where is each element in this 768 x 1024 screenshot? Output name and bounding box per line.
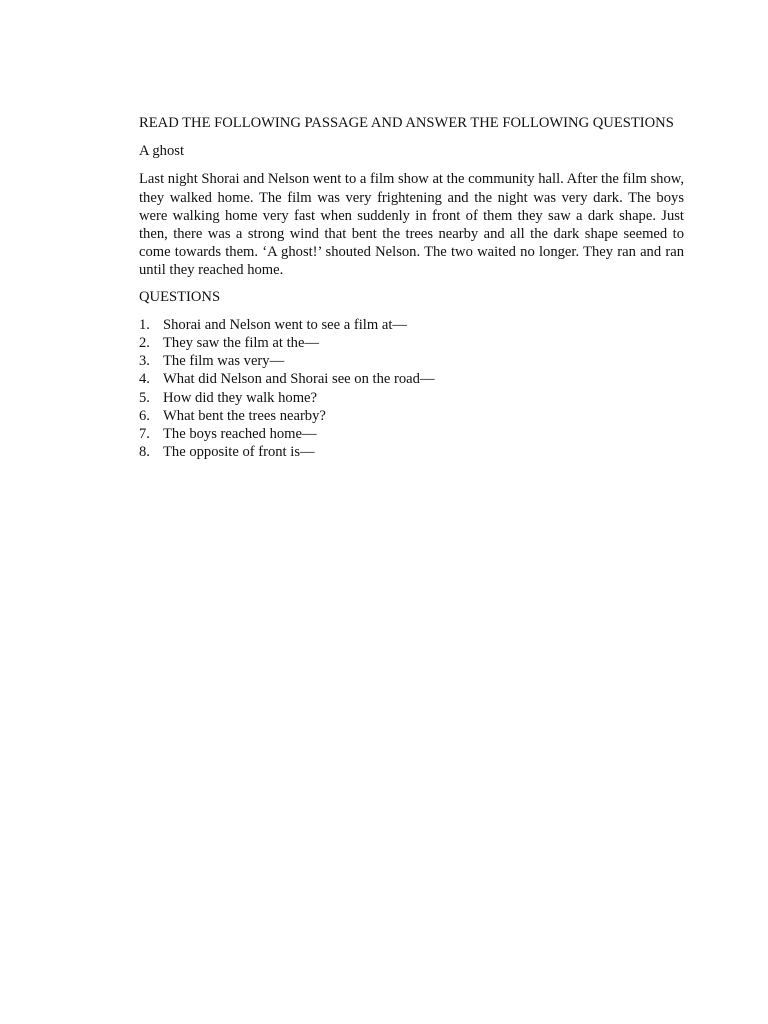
question-text: What bent the trees nearby? bbox=[163, 407, 326, 424]
question-text: Shorai and Nelson went to see a film at— bbox=[163, 316, 407, 333]
question-text: What did Nelson and Shorai see on the road— bbox=[163, 371, 435, 388]
question-item bbox=[139, 425, 684, 443]
question-number: 4. bbox=[139, 371, 150, 388]
question-number: 1. bbox=[139, 316, 150, 333]
question-number: 8. bbox=[139, 444, 150, 461]
question-number: 3. bbox=[139, 353, 150, 370]
question-item bbox=[139, 316, 684, 334]
question-item bbox=[139, 352, 684, 370]
question-text: The film was very— bbox=[163, 353, 285, 370]
document-page bbox=[139, 114, 684, 461]
document-heading: READ THE FOLLOWING PASSAGE AND ANSWER THE FOLLOWING QUESTIONS bbox=[139, 115, 674, 131]
question-text: The opposite of front is— bbox=[163, 444, 315, 461]
question-item bbox=[139, 443, 684, 461]
questions-list bbox=[139, 316, 684, 462]
question-item bbox=[139, 334, 684, 352]
passage-title: A ghost bbox=[139, 143, 185, 160]
question-number: 6. bbox=[139, 407, 150, 424]
question-number: 2. bbox=[139, 335, 150, 352]
passage-text: Last night Shorai and Nelson went to a film show at the community hall. After the film show, they walked home. The film was very frightening and the night was very dark. The boys were walking home very fast when suddenly in front of them they saw a dark shape. Just then, there was a strong wind that bent the trees nearby and all the dark shape seemed to come towards them. ‘A ghost!’ shouted Nelson. The two waited no longer. They ran and ran until they reached home. bbox=[139, 171, 685, 279]
question-item bbox=[139, 407, 684, 425]
question-text: They saw the film at the— bbox=[163, 335, 320, 352]
question-text: How did they walk home? bbox=[163, 389, 318, 406]
question-text: The boys reached home— bbox=[163, 426, 317, 443]
questions-heading: QUESTIONS bbox=[139, 288, 221, 305]
question-item bbox=[139, 370, 684, 388]
question-number: 7. bbox=[139, 426, 150, 443]
question-number: 5. bbox=[139, 389, 150, 406]
question-item bbox=[139, 389, 684, 407]
